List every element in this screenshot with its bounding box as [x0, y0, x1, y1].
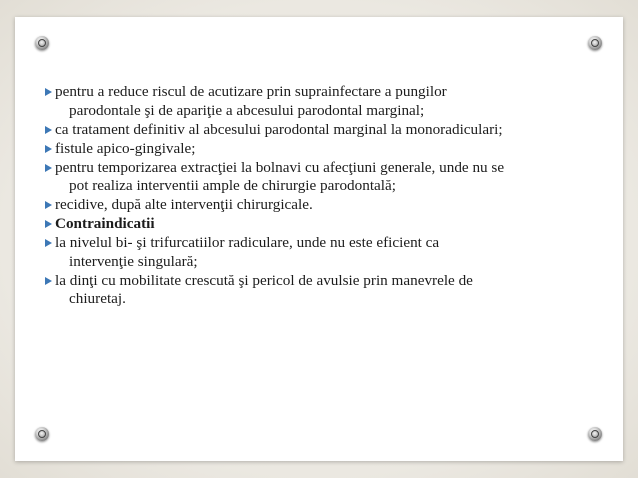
bullet-text: ca tratament definitiv al abcesului parodontal marginal la monoradiculari;	[55, 120, 503, 138]
bullet-arrow-icon	[45, 145, 52, 153]
bullet-arrow-icon	[45, 88, 52, 96]
bullet-text: recidive, după alte intervenţii chirurgicale.	[55, 196, 313, 213]
bullet-arrow-icon	[45, 239, 52, 247]
bullet-text: pentru temporizarea extracţiei la bolnavi cu afecţiuni generale, unde nu se	[55, 158, 505, 176]
bullet-arrow-icon	[45, 220, 52, 228]
bullet-text: la nivelul bi- şi trifurcatiilor radiculare, unde nu este eficient ca	[55, 234, 440, 251]
bullet-text-continuation: pot realiza interventii ample de chirurgie parodontală;	[69, 177, 396, 194]
bullet-text: pentru a reduce riscul de acutizare prin suprainfectare a pungilor	[55, 83, 447, 100]
bullet-arrow-icon	[45, 126, 52, 134]
bottom-left-pushpin-icon	[35, 427, 49, 441]
bullet-arrow-icon	[45, 201, 52, 209]
bullet-item-mobility	[45, 272, 605, 309]
bullet-item-definitive-treatment	[45, 121, 605, 140]
bottom-right-pushpin-icon	[588, 427, 602, 441]
top-left-pushpin-icon	[35, 36, 49, 50]
bullet-text: la dinţi cu mobilitate crescută şi pericol de avulsie prin manevrele de	[55, 271, 473, 289]
section-heading: Contraindicatii	[55, 215, 155, 232]
bullet-arrow-icon	[45, 164, 52, 172]
bullet-item-contraindications-heading	[45, 215, 605, 234]
bullet-text-continuation: intervenţie singulară;	[69, 252, 198, 270]
bullet-text-continuation: parodontale şi de apariţie a abcesului parodontal marginal;	[69, 101, 425, 119]
bullet-text: fistule apico-gingivale;	[55, 139, 196, 157]
bullet-arrow-icon	[45, 277, 52, 285]
bullet-item-furcation	[45, 234, 605, 271]
top-right-pushpin-icon	[588, 36, 602, 50]
bullet-item-relapse	[45, 196, 605, 215]
bullet-text-continuation: chiuretaj.	[69, 290, 126, 307]
bullet-item-reduce-risk	[45, 83, 605, 120]
slide-content	[45, 83, 605, 309]
bullet-item-temporization	[45, 159, 605, 196]
bullet-item-fistulae	[45, 140, 605, 159]
